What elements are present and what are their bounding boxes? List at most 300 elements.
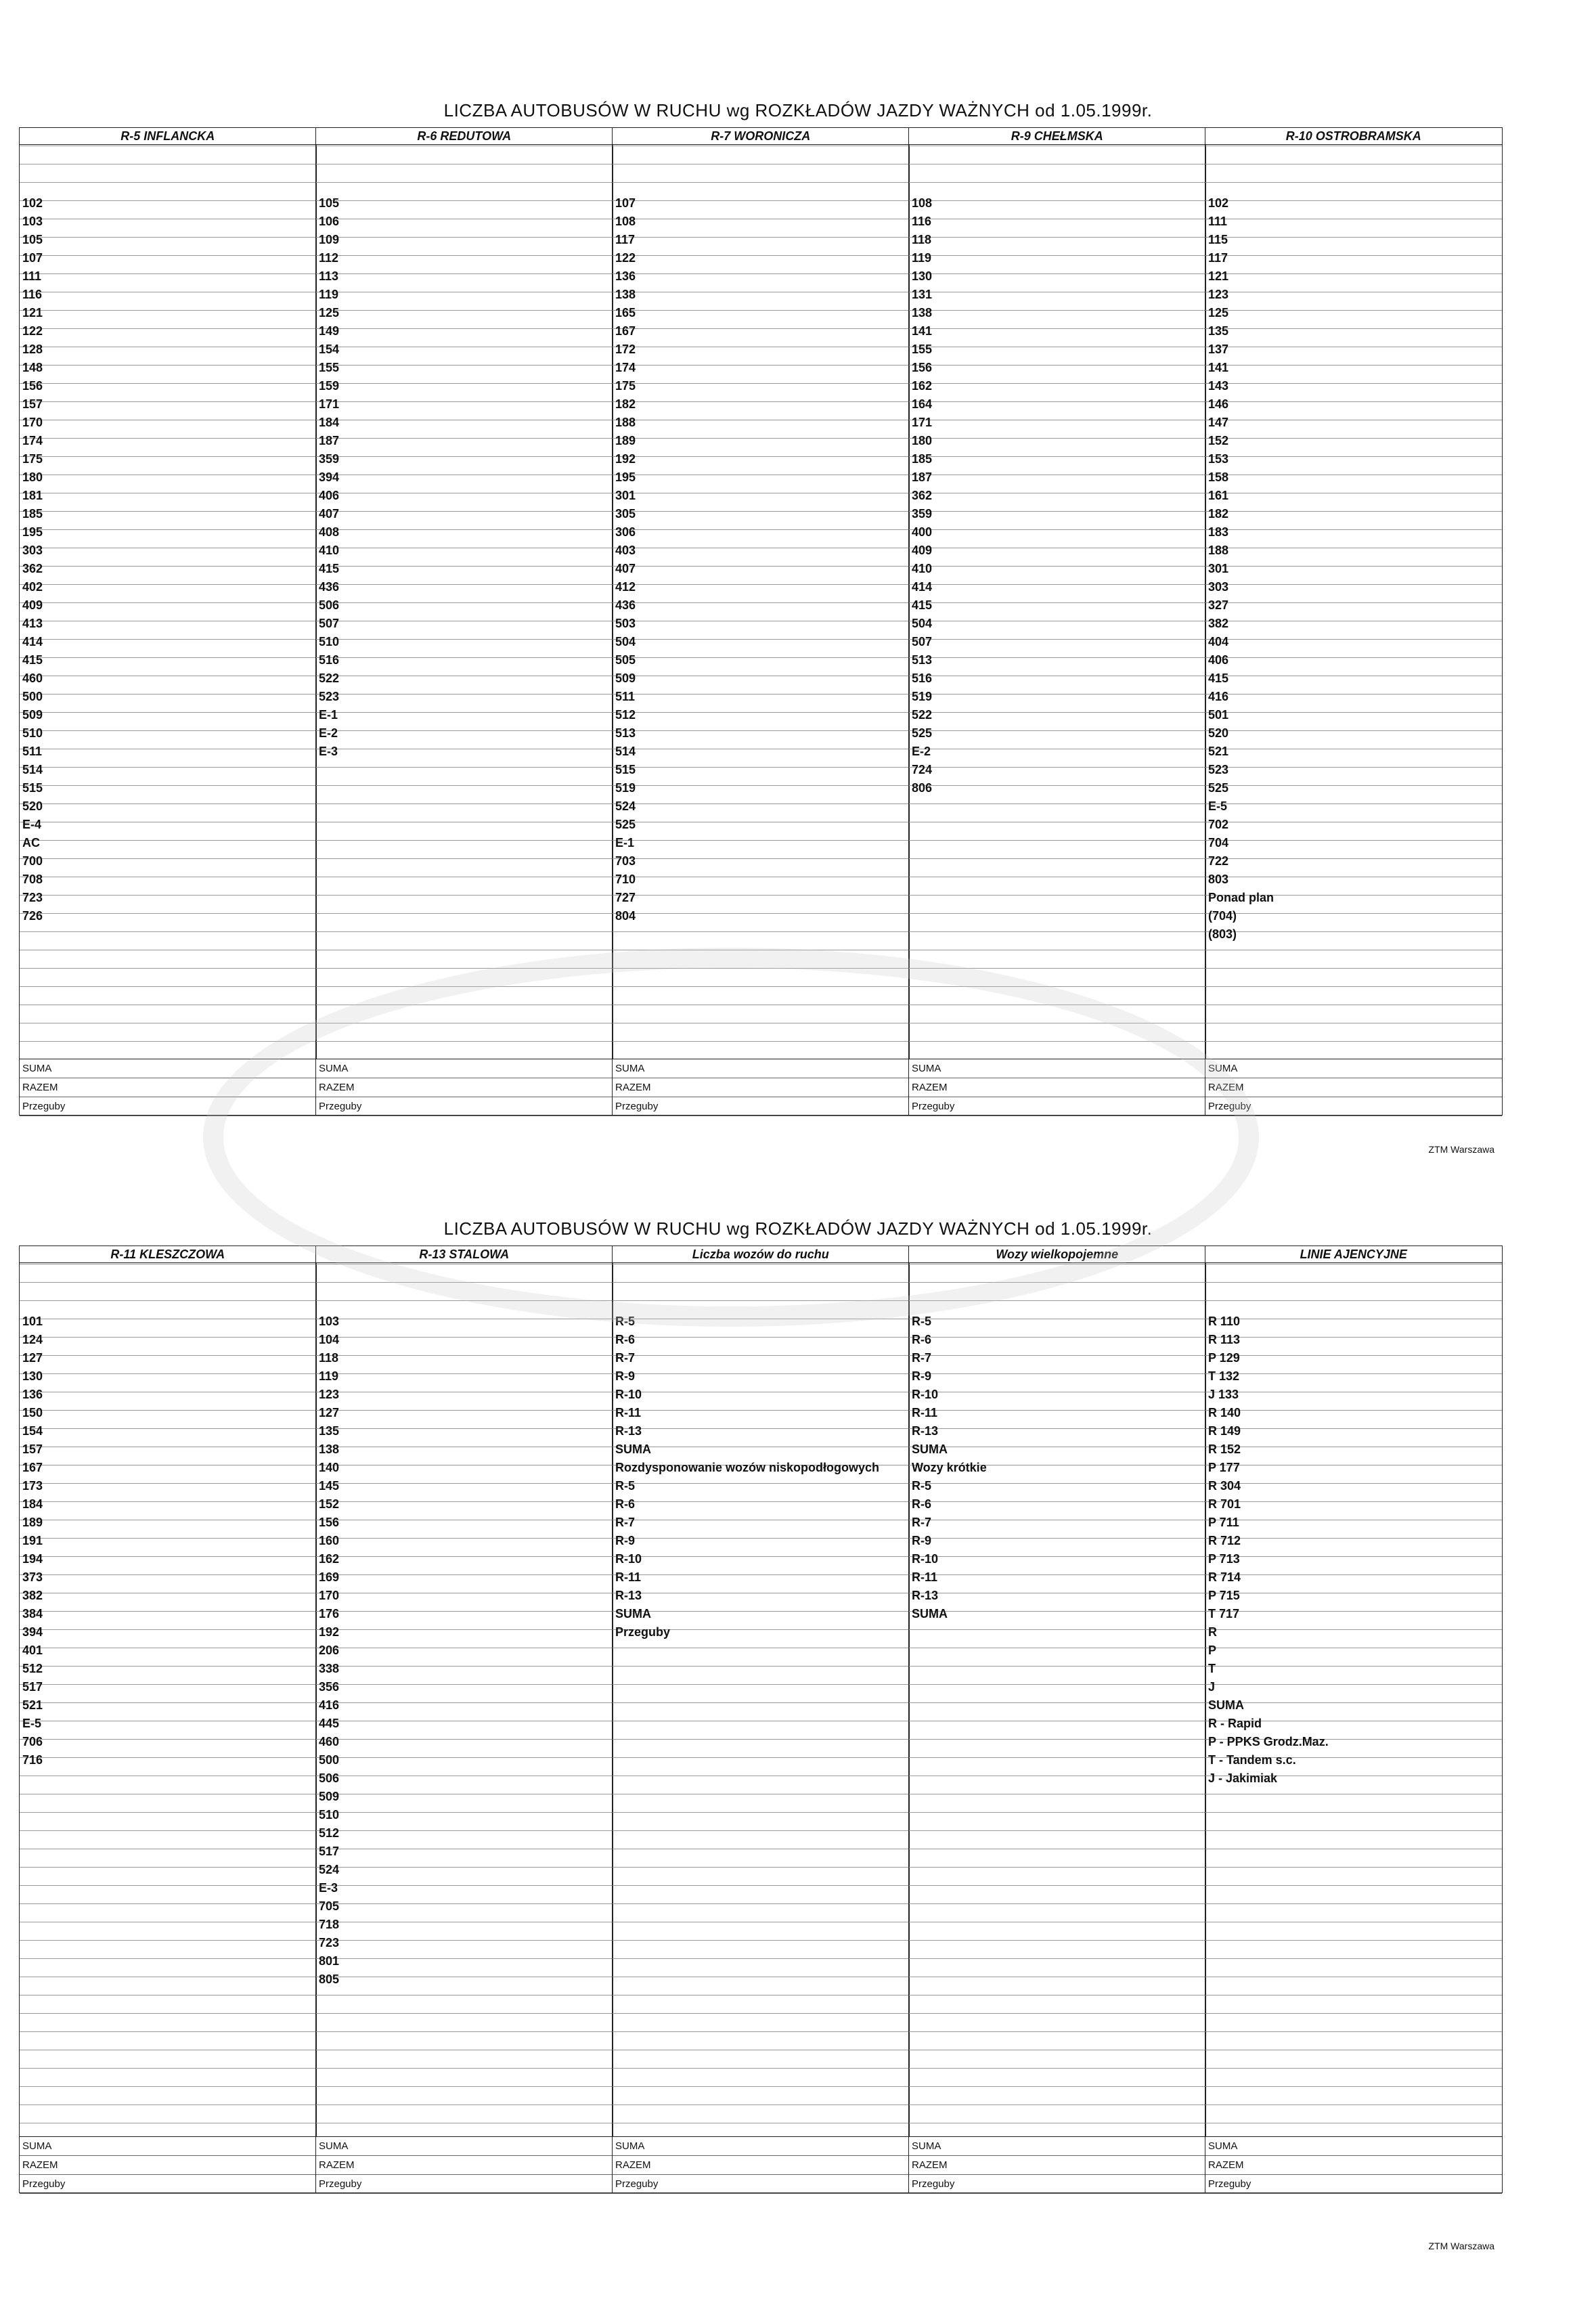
line-label: R 304 [1208, 1479, 1241, 1493]
line-label: 184 [22, 1497, 43, 1511]
line-label: R-11 [615, 1406, 642, 1419]
panel-title: Wozy wielkopojemne [909, 1246, 1205, 1263]
line-label: R 152 [1208, 1442, 1241, 1456]
line-label: 402 [22, 580, 43, 594]
line-label: E-5 [22, 1717, 42, 1730]
line-label: 523 [1208, 763, 1229, 776]
line-label: J 133 [1208, 1388, 1239, 1401]
line-label: P 715 [1208, 1589, 1240, 1602]
line-label: 384 [22, 1607, 43, 1620]
line-label: 153 [1208, 452, 1229, 466]
line-label: 301 [1208, 562, 1229, 575]
line-label: 806 [912, 781, 933, 795]
line-label: 184 [319, 416, 340, 429]
line-label: P 713 [1208, 1552, 1240, 1566]
line-label: T - Tandem s.c. [1208, 1753, 1296, 1767]
line-label: 185 [22, 507, 43, 521]
line-label: 194 [22, 1552, 43, 1566]
line-label: T 717 [1208, 1607, 1240, 1620]
line-label: R-7 [912, 1351, 932, 1365]
line-label: Rozdysponowanie wozów niskopodłogowych [615, 1461, 880, 1474]
line-label: 125 [319, 306, 340, 319]
line-label: 173 [22, 1479, 43, 1493]
footer-label: SUMA [613, 2137, 909, 2156]
panel-title: Liczba wozów do ruchu [613, 1246, 909, 1263]
line-label: 149 [319, 324, 340, 338]
line-label: (803) [1208, 927, 1237, 941]
line-label: 517 [22, 1680, 43, 1694]
line-label: 394 [22, 1625, 43, 1639]
footer-label: Przeguby [613, 2175, 909, 2194]
depot-panel [315, 1245, 613, 2193]
line-label: 130 [22, 1369, 43, 1383]
line-label: 519 [615, 781, 636, 795]
line-label: 513 [912, 653, 933, 667]
footer-label: Przeguby [1205, 2175, 1502, 2194]
line-label: 127 [319, 1406, 340, 1419]
line-label: 512 [22, 1662, 43, 1675]
line-label: 413 [22, 617, 43, 630]
line-label: 105 [22, 233, 43, 246]
line-list [912, 194, 932, 797]
footer-label: Przeguby [909, 1097, 1205, 1116]
footer-label: RAZEM [1205, 2156, 1502, 2175]
line-label: 155 [319, 361, 340, 374]
line-label: 373 [22, 1570, 43, 1584]
line-label: 414 [912, 580, 933, 594]
line-label: 189 [22, 1516, 43, 1529]
line-label: 156 [319, 1516, 340, 1529]
line-label: 511 [615, 690, 636, 703]
line-label: E-1 [319, 708, 338, 722]
depot-panel [1205, 1245, 1503, 2193]
line-label: R-11 [615, 1570, 642, 1584]
line-label: R-7 [912, 1516, 932, 1529]
line-label: 520 [1208, 726, 1229, 740]
line-label: 805 [319, 1972, 340, 1986]
sheet-bottom [0, 1158, 1596, 2315]
line-label: R-11 [912, 1570, 938, 1584]
line-label: 188 [1208, 544, 1229, 557]
footer-label: RAZEM [20, 2156, 316, 2175]
line-label: 122 [615, 251, 636, 265]
line-label: 112 [319, 251, 339, 265]
panel-footer [316, 2136, 613, 2192]
line-label: 170 [22, 416, 43, 429]
line-label: 521 [22, 1698, 43, 1712]
line-label: 185 [912, 452, 933, 466]
line-label: 138 [912, 306, 933, 319]
line-label: E-2 [912, 745, 931, 758]
line-label: 162 [319, 1552, 340, 1566]
panel-footer [316, 1059, 613, 1115]
line-label: (704) [1208, 909, 1237, 923]
line-label: 138 [319, 1442, 340, 1456]
line-label: 157 [22, 1442, 43, 1456]
panel-footer [1205, 1059, 1502, 1115]
line-label: 727 [615, 891, 636, 904]
depot-panel [612, 127, 910, 1116]
footer-label: SUMA [20, 1059, 316, 1078]
line-label: R-11 [912, 1406, 938, 1419]
line-label: R-13 [615, 1589, 642, 1602]
line-label: 703 [615, 854, 636, 868]
line-label: 182 [615, 397, 636, 411]
line-label: 158 [1208, 470, 1229, 484]
footer-label: RAZEM [20, 1078, 316, 1097]
line-label: 131 [912, 288, 933, 301]
line-label: R-13 [912, 1589, 939, 1602]
line-label: 407 [615, 562, 636, 575]
line-label: 164 [912, 397, 933, 411]
line-label: 116 [912, 215, 932, 228]
line-label: 123 [319, 1388, 340, 1401]
line-label: 410 [912, 562, 933, 575]
line-label: 506 [319, 598, 340, 612]
line-label: 191 [22, 1534, 43, 1547]
footer-label: RAZEM [316, 1078, 613, 1097]
line-label: 301 [615, 489, 636, 502]
depot-panel [19, 127, 317, 1116]
page-title: LICZBA AUTOBUSÓW W RUCHU wg ROZKŁADÓW JAZDY WAŻNYCH od 1.05.1999r. [443, 1218, 1153, 1239]
line-list [912, 1313, 987, 1623]
line-label: 167 [22, 1461, 43, 1474]
line-label: 195 [22, 525, 43, 539]
line-label: 726 [22, 909, 43, 923]
line-label: R-9 [615, 1534, 636, 1547]
footer-label: RAZEM [909, 1078, 1205, 1097]
footer-label: SUMA [1205, 2137, 1502, 2156]
line-label: 306 [615, 525, 636, 539]
page-title: LICZBA AUTOBUSÓW W RUCHU wg ROZKŁADÓW JAZDY WAŻNYCH od 1.05.1999r. [443, 100, 1153, 120]
line-label: 723 [22, 891, 43, 904]
line-label: 718 [319, 1918, 340, 1931]
line-label: 408 [319, 525, 340, 539]
line-label: 108 [912, 196, 933, 210]
line-label: R 701 [1208, 1497, 1241, 1511]
line-label: 123 [1208, 288, 1229, 301]
panel-title: R-7 WORONICZA [613, 128, 909, 145]
line-label: 512 [615, 708, 636, 722]
line-label: 157 [22, 397, 43, 411]
line-label: 162 [912, 379, 933, 393]
depot-panel [908, 127, 1206, 1116]
footer-label: SUMA [909, 1059, 1205, 1078]
line-label: R-10 [912, 1388, 939, 1401]
line-label: 161 [1208, 489, 1229, 502]
line-label: 119 [319, 1369, 339, 1383]
line-label: 145 [319, 1479, 340, 1493]
line-label: 156 [912, 361, 933, 374]
line-label: R 113 [1208, 1333, 1241, 1346]
line-label: 801 [319, 1954, 340, 1968]
line-label: 192 [319, 1625, 340, 1639]
line-label: 359 [912, 507, 933, 521]
line-label: 119 [912, 251, 932, 265]
line-label: 362 [22, 562, 43, 575]
line-label: 127 [22, 1351, 43, 1365]
line-label: 415 [1208, 671, 1229, 685]
line-label: 155 [912, 343, 933, 356]
line-label: 522 [319, 671, 340, 685]
line-label: Wozy krótkie [912, 1461, 987, 1474]
line-label: 506 [319, 1771, 340, 1785]
line-label: 445 [319, 1717, 340, 1730]
line-label: 525 [1208, 781, 1229, 795]
footer-note: ZTM Warszawa [1428, 1144, 1494, 1155]
line-label: 117 [1208, 251, 1228, 265]
line-label: 705 [319, 1899, 340, 1913]
line-label: 409 [22, 598, 43, 612]
line-label: 113 [319, 269, 339, 283]
footer-label: SUMA [1205, 1059, 1502, 1078]
line-label: 504 [615, 635, 636, 648]
footer-label: RAZEM [613, 2156, 909, 2175]
line-label: 509 [22, 708, 43, 722]
line-label: R-9 [912, 1369, 932, 1383]
depot-panel [612, 1245, 910, 2193]
line-label: 107 [615, 196, 636, 210]
footer-label: SUMA [20, 2137, 316, 2156]
line-label: R-7 [615, 1351, 636, 1365]
panel-title: R-11 KLESZCZOWA [20, 1246, 316, 1263]
line-label: 192 [615, 452, 636, 466]
line-label: 722 [1208, 854, 1229, 868]
footer-label: SUMA [316, 2137, 613, 2156]
line-label: 181 [22, 489, 43, 502]
line-label: R-7 [615, 1516, 636, 1529]
panel-title: R-10 OSTROBRAMSKA [1205, 128, 1502, 145]
line-label: 175 [22, 452, 43, 466]
line-label: J [1208, 1680, 1216, 1694]
line-label: 180 [912, 434, 933, 447]
line-label: 117 [615, 233, 636, 246]
line-label: 150 [22, 1406, 43, 1419]
footer-label: Przeguby [20, 1097, 316, 1116]
line-label: R - Rapid [1208, 1717, 1262, 1730]
line-label: 124 [22, 1333, 43, 1346]
line-label: 130 [912, 269, 933, 283]
line-list [319, 1313, 339, 1989]
line-label: 517 [319, 1845, 340, 1858]
line-label: R-5 [615, 1315, 636, 1328]
line-label: 118 [912, 233, 932, 246]
table-grid [19, 1245, 1501, 2193]
line-label: 514 [615, 745, 636, 758]
line-label: 303 [22, 544, 43, 557]
line-label: 415 [319, 562, 340, 575]
line-label: 500 [319, 1753, 340, 1767]
footer-label: SUMA [316, 1059, 613, 1078]
line-label: 107 [22, 251, 43, 265]
line-label: P - PPKS Grodz.Maz. [1208, 1735, 1329, 1748]
line-label: 510 [319, 1808, 340, 1822]
depot-panel [908, 1245, 1206, 2193]
line-label: 410 [319, 544, 340, 557]
footer-label: RAZEM [316, 2156, 613, 2175]
footer-label: Przeguby [909, 2175, 1205, 2194]
line-label: 103 [22, 215, 43, 228]
footer-label: SUMA [909, 2137, 1205, 2156]
line-label: 404 [1208, 635, 1229, 648]
line-label: 460 [319, 1735, 340, 1748]
panel-footer [20, 2136, 316, 2192]
line-label: 102 [22, 196, 43, 210]
line-label: 109 [319, 233, 340, 246]
line-label: 135 [319, 1424, 340, 1438]
line-label: 170 [319, 1589, 340, 1602]
line-label: 115 [1208, 233, 1228, 246]
line-label: 111 [1208, 215, 1228, 228]
line-label: J - Jakimiak [1208, 1771, 1278, 1785]
line-label: E-3 [319, 745, 338, 758]
line-label: 206 [319, 1644, 340, 1657]
line-label: 160 [319, 1534, 340, 1547]
line-label: 122 [22, 324, 43, 338]
line-label: R-9 [912, 1534, 932, 1547]
footer-label: RAZEM [1205, 1078, 1502, 1097]
footer-label: Przeguby [20, 2175, 316, 2194]
line-label: SUMA [1208, 1698, 1244, 1712]
line-label: R-5 [912, 1315, 932, 1328]
line-label: 154 [319, 343, 340, 356]
line-label: 406 [1208, 653, 1229, 667]
line-label: P [1208, 1644, 1217, 1657]
line-label: 195 [615, 470, 636, 484]
line-label: 105 [319, 196, 340, 210]
line-label: E-1 [615, 836, 635, 850]
line-label: 152 [1208, 434, 1229, 447]
depot-panel [19, 1245, 317, 2193]
line-label: 147 [1208, 416, 1229, 429]
line-label: 501 [1208, 708, 1229, 722]
footer-label: Przeguby [613, 1097, 909, 1116]
line-label: 708 [22, 873, 43, 886]
line-label: 524 [319, 1863, 340, 1876]
line-label: 118 [319, 1351, 339, 1365]
line-label: 167 [615, 324, 636, 338]
table-grid [19, 127, 1501, 1116]
line-label: 511 [22, 745, 43, 758]
line-label: 804 [615, 909, 636, 923]
line-label: 188 [615, 416, 636, 429]
line-label: 159 [319, 379, 340, 393]
line-label: 362 [912, 489, 933, 502]
line-label: 175 [615, 379, 636, 393]
line-label: 460 [22, 671, 43, 685]
line-label: 407 [319, 507, 340, 521]
line-label: R 712 [1208, 1534, 1241, 1547]
line-label: 382 [1208, 617, 1229, 630]
line-label: 111 [22, 269, 42, 283]
line-label: R-9 [615, 1369, 636, 1383]
line-list [22, 194, 43, 925]
line-label: 507 [319, 617, 340, 630]
line-label: 416 [1208, 690, 1229, 703]
line-label: 148 [22, 361, 43, 374]
panel-footer [909, 2136, 1205, 2192]
line-label: 141 [912, 324, 933, 338]
footer-label: Przeguby [1205, 1097, 1502, 1116]
line-label: 172 [615, 343, 636, 356]
line-label: 146 [1208, 397, 1229, 411]
line-label: 519 [912, 690, 933, 703]
line-label: 171 [912, 416, 933, 429]
line-label: SUMA [912, 1607, 948, 1620]
line-label: 515 [22, 781, 43, 795]
line-label: 513 [615, 726, 636, 740]
footer-note: ZTM Warszawa [1428, 2241, 1494, 2251]
line-label: 176 [319, 1607, 340, 1620]
line-label: 516 [912, 671, 933, 685]
line-label: 119 [319, 288, 339, 301]
line-label: 327 [1208, 598, 1229, 612]
line-label: P 129 [1208, 1351, 1240, 1365]
line-label: 704 [1208, 836, 1229, 850]
panel-title: R-5 INFLANCKA [20, 128, 316, 145]
line-label: 436 [319, 580, 340, 594]
line-label: E-4 [22, 818, 42, 831]
line-label: 510 [22, 726, 43, 740]
line-label: 305 [615, 507, 636, 521]
line-label: 165 [615, 306, 636, 319]
panel-footer [613, 1059, 909, 1115]
line-label: 521 [1208, 745, 1229, 758]
line-label: 514 [22, 763, 43, 776]
line-label: 507 [912, 635, 933, 648]
depot-panel [1205, 127, 1503, 1116]
line-list [319, 194, 339, 761]
line-label: 382 [22, 1589, 43, 1602]
line-label: 356 [319, 1680, 340, 1694]
panel-title: R-6 REDUTOWA [316, 128, 613, 145]
panel-footer [909, 1059, 1205, 1115]
line-label: Ponad plan [1208, 891, 1274, 904]
line-label: SUMA [615, 1607, 651, 1620]
line-label: 394 [319, 470, 340, 484]
line-label: 525 [912, 726, 933, 740]
line-label: 516 [319, 653, 340, 667]
line-label: 509 [319, 1790, 340, 1803]
line-label: 416 [319, 1698, 340, 1712]
line-label: 504 [912, 617, 933, 630]
line-label: 125 [1208, 306, 1229, 319]
line-label: 702 [1208, 818, 1229, 831]
line-label: T 132 [1208, 1369, 1240, 1383]
line-label: 171 [319, 397, 340, 411]
line-label: R-6 [912, 1497, 932, 1511]
line-label: R-5 [912, 1479, 932, 1493]
line-label: R-13 [615, 1424, 642, 1438]
line-label: 169 [319, 1570, 340, 1584]
line-label: 187 [319, 434, 340, 447]
line-label: 136 [615, 269, 636, 283]
line-label: 706 [22, 1735, 43, 1748]
line-label: 121 [22, 306, 43, 319]
line-label: 406 [319, 489, 340, 502]
line-label: R [1208, 1625, 1217, 1639]
line-label: 102 [1208, 196, 1229, 210]
line-label: 403 [615, 544, 636, 557]
line-label: 156 [22, 379, 43, 393]
line-label: R-10 [615, 1388, 642, 1401]
line-label: 716 [22, 1753, 43, 1767]
line-label: 121 [1208, 269, 1229, 283]
line-label: 338 [319, 1662, 340, 1675]
line-label: 104 [319, 1333, 340, 1346]
line-label: 137 [1208, 343, 1229, 356]
line-label: 524 [615, 799, 636, 813]
